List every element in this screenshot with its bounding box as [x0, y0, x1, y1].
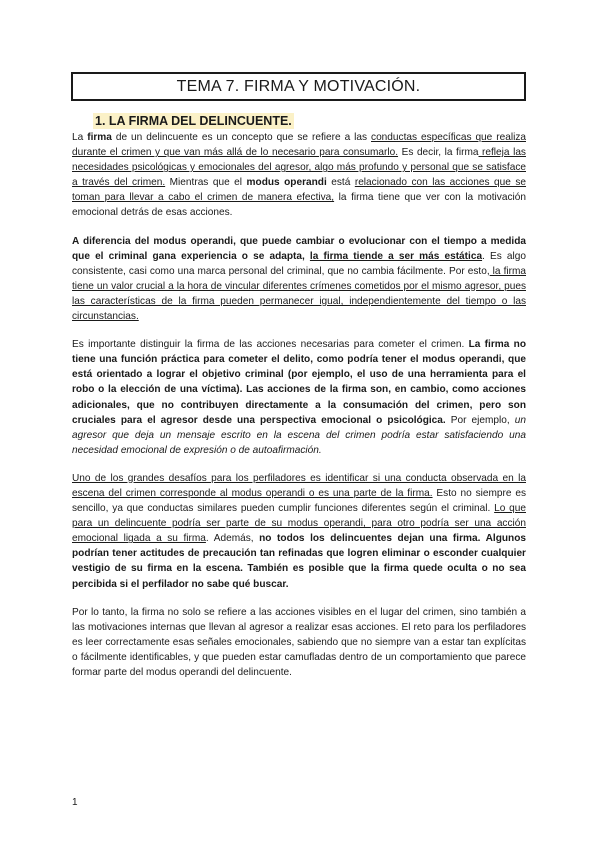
p1-text: Es decir, la firma: [398, 147, 479, 159]
p4-underlined: Uno de los grandes desafíos para los perfiladores es identificar si una conducta observada en la escena del crimen corresponde al modus operandi o es una parte de la firma.: [72, 472, 526, 499]
p1-bold-modus: modus operandi: [246, 177, 327, 189]
p1-underlined: conductas específicas que realiza durante el crimen y que van más allá de lo necesario para consumarlo.: [72, 132, 526, 159]
paragraph-4: [72, 471, 526, 592]
p4-bold: no todos los delincuentes dejan una firma. Algunos podrían tener actitudes de precaución tan refinadas que logren eliminar o esconder cualquier vestigio de su firma en la escena. También es posible que la firma quede oculta o no sea percibida si el perfilador no sabe qué buscar.: [72, 533, 526, 590]
p3-text: Es importante distinguir la firma de las acciones necesarias para cometer el crimen.: [72, 339, 469, 351]
document-title-box: [71, 72, 526, 101]
paragraph-5: Por lo tanto, la firma no solo se refiere a las acciones visibles en el lugar del crimen, sino también a las motivaciones internas que llevan al agresor a realizar esas acciones. El reto para los perfiladores es leer correctamente esas señales emocionales, sabiendo que no siempre van a estar tan explícitas o fácilmente identificables, y que pueden estar camufladas dentro de un comportamiento que parece formar parte del modus operandi del delincuente.: [72, 606, 526, 678]
p1-underlined: relacionado con las acciones que se toman para llevar a cabo el crimen de manera efectiva,: [72, 177, 527, 204]
paragraph-2: [72, 234, 526, 325]
section-heading: [93, 114, 294, 128]
p1-text: La: [72, 132, 88, 143]
paragraph-1: [72, 130, 526, 221]
p2-bold-underlined: la firma tiende a ser más estática: [309, 250, 483, 262]
p1-text: la firma tiene que ver con la motivación emocional detrás de esas acciones.: [72, 192, 526, 219]
p4-text: Esto no siempre es sencillo, ya que conductas similares pueden cumplir funciones diferentes según el criminal.: [72, 487, 526, 515]
p2-text: . Es algo consistente, casi como una marca personal del criminal, que no cambia fácilmente. Por esto,: [72, 250, 526, 277]
p1-text: está: [326, 177, 355, 189]
p1-text: Mientras que el: [165, 177, 247, 189]
p3-bold: La firma no tiene una función práctica para cometer el delito, como podría tener el modus operandi, que está orientado a lograr el objetivo criminal (por ejemplo, el uso de una herramienta para el robo o la elección de una víctima). Las acciones de la firma son, en cambio, como acciones adicionales, que no contribuyen directamente a la consumación del crimen, pero son cruciales para el agresor desde una perspectiva emocional o psicológica.: [72, 339, 527, 426]
page-number: 1: [72, 797, 78, 808]
p2-bold: A diferencia del modus operandi, que puede cambiar o evolucionar con el tiempo a medida que el criminal gana experiencia o se adapta,: [72, 235, 526, 262]
p1-underlined: refleja las necesidades psicológicas y emocionales del agresor, algo más profundo y personal que se satisface a través del crimen.: [72, 147, 526, 189]
p3-italic: un agresor que deja un mensaje escrito en la escena del crimen podría estar satisfaciendo una necesidad emocional de expresión o de autoafirmación.: [72, 414, 526, 456]
p1-bold-firma: firma: [87, 132, 112, 143]
p1-text: de un delincuente es un concepto que se refiere a las: [111, 132, 372, 143]
p4-underlined: Lo que para un delincuente podría ser parte de su modus operandi, para otro podría ser una acción emocional ligada a su firma: [72, 503, 526, 545]
p2-underlined: la firma tiene un valor crucial a la hora de vincular diferentes crímenes cometidos por el mismo agresor, pues las características de la firma pueden permanecer igual, independientemente del tiempo o las circunstancias.: [72, 265, 527, 323]
section-heading-text: 1. LA FIRMA DEL DELINCUENTE.: [95, 114, 292, 128]
paragraph-3: [72, 337, 526, 458]
document-title: TEMA 7. FIRMA Y MOTIVACIÓN.: [176, 77, 421, 95]
p3-text: Por ejemplo,: [445, 414, 515, 426]
document-body: [72, 130, 526, 693]
p4-text: . Además,: [205, 533, 260, 545]
